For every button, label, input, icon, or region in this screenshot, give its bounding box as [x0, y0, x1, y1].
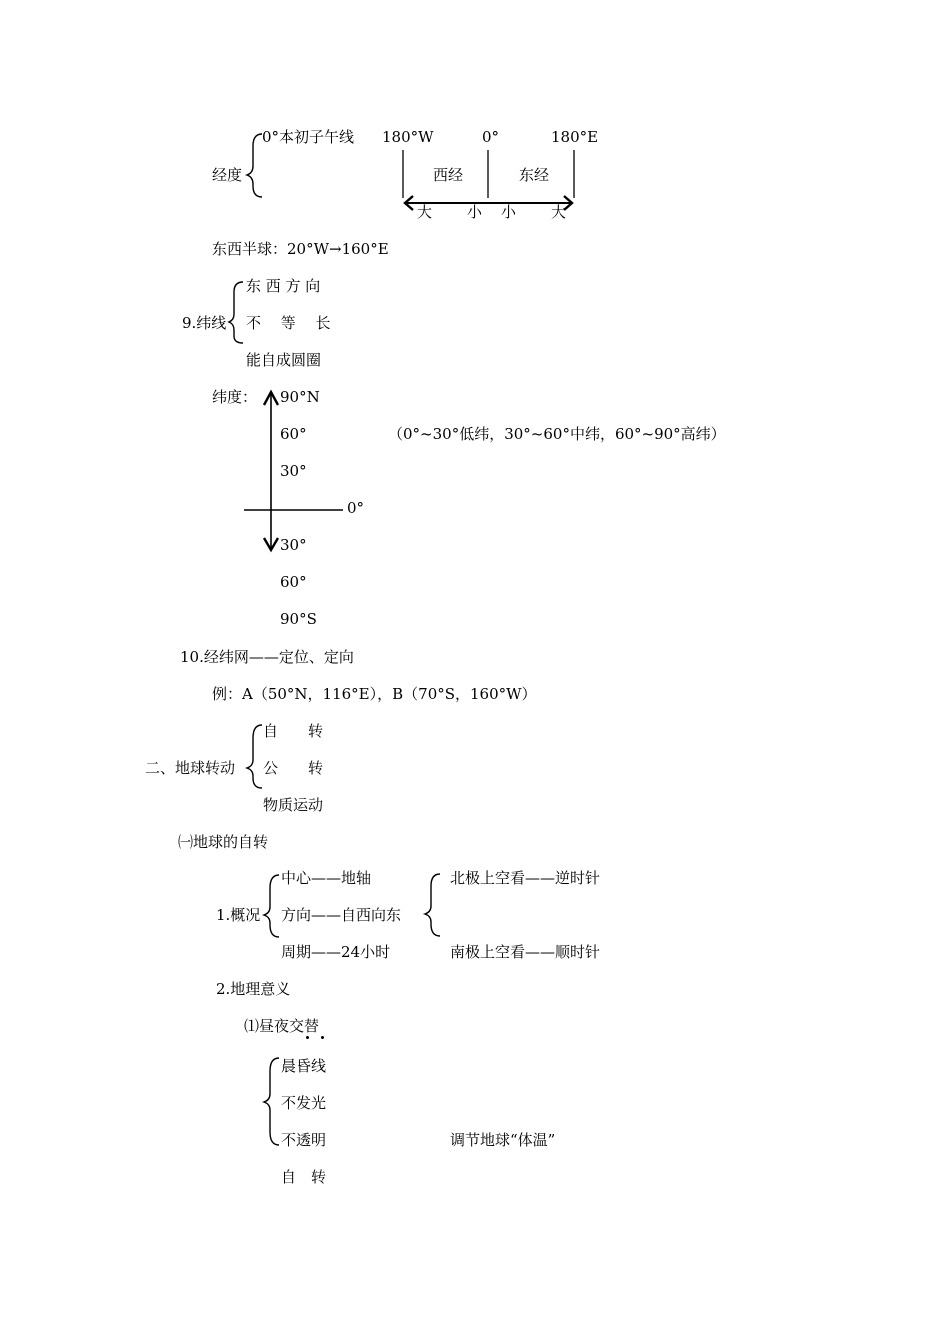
- latitude-lines-heading: 9.纬线: [182, 314, 227, 332]
- rotation-label: 自 转: [281, 1168, 327, 1186]
- longitude-180w-label: 180°W: [382, 128, 434, 146]
- prime-meridian-label: 0°本初子午线: [262, 128, 355, 146]
- north-pole-view: 北极上空看——逆时针: [450, 869, 601, 887]
- east-longitude-label: 东经: [519, 166, 550, 184]
- west-longitude-label: 西经: [433, 166, 464, 184]
- longitude-brace: [247, 134, 262, 197]
- rotation-center: 中心——地轴: [281, 869, 372, 887]
- latitude-tick-label: 30°: [280, 536, 307, 554]
- latitude-lines-item: 东 西 方 向: [246, 277, 321, 295]
- temperature-note: 调节地球“体温”: [450, 1131, 556, 1149]
- overview-heading: 1.概况: [216, 906, 261, 924]
- scale-label-left-small: 小: [467, 203, 483, 221]
- view-brace: [425, 874, 440, 936]
- motion-item: 公 转: [263, 759, 324, 777]
- significance-heading: 2.地理意义: [216, 980, 291, 998]
- hemisphere-note: 东西半球：20°W→160°E: [212, 240, 389, 258]
- longitude-heading: 经度: [212, 166, 243, 184]
- terminator-label: 晨昏线: [281, 1057, 327, 1075]
- latitude-tick-label: 30°: [280, 462, 307, 480]
- scale-label-right-small: 小: [501, 203, 517, 221]
- emphasis-dot: [321, 1036, 324, 1039]
- motion-item: 物质运动: [263, 796, 324, 814]
- subsection-heading: ㈠地球的自转: [178, 833, 269, 851]
- opaque-label: 不透明: [281, 1131, 327, 1149]
- latitude-tick-label: 60°: [280, 425, 307, 443]
- longitude-0-label: 0°: [482, 128, 500, 146]
- day-night-heading: ⑴昼夜交替: [244, 1017, 320, 1035]
- latitude-lines-item: 不 等 长: [246, 314, 331, 332]
- motion-item: 自 转: [263, 722, 324, 740]
- rotation-period: 周期——24小时: [281, 943, 391, 961]
- latitude-lines-brace: [229, 282, 243, 343]
- scale-label-left-large: 大: [417, 203, 433, 221]
- latitude-tick-label: 90°N: [280, 388, 320, 406]
- emphasis-dot: [306, 1036, 309, 1039]
- day-night-brace: [264, 1058, 279, 1145]
- rotation-direction: 方向——自西向东: [281, 906, 402, 924]
- south-pole-view: 南极上空看——顺时针: [450, 943, 601, 961]
- longitude-180e-label: 180°E: [551, 128, 599, 146]
- latitude-tick-label: 60°: [280, 573, 307, 591]
- no-light-label: 不发光: [281, 1094, 327, 1112]
- grid-example: 例：A（50°N，116°E），B（70°S，160°W）: [212, 685, 537, 703]
- latitude-band-note: （0°~30°低纬，30°~60°中纬，60°~90°高纬）: [388, 425, 726, 443]
- latitude-lines-item: 能自成圆圈: [246, 351, 322, 369]
- overview-brace: [264, 875, 279, 937]
- latitude-tick-label: 90°S: [280, 610, 317, 628]
- scale-label-right-large: 大: [551, 203, 567, 221]
- latitude-heading: 纬度：: [212, 388, 258, 406]
- grid-heading: 10.经纬网——定位、定向: [180, 648, 354, 666]
- section-heading: 二、地球转动: [145, 759, 236, 777]
- equator-label: 0°: [347, 499, 365, 517]
- motion-brace: [247, 725, 262, 788]
